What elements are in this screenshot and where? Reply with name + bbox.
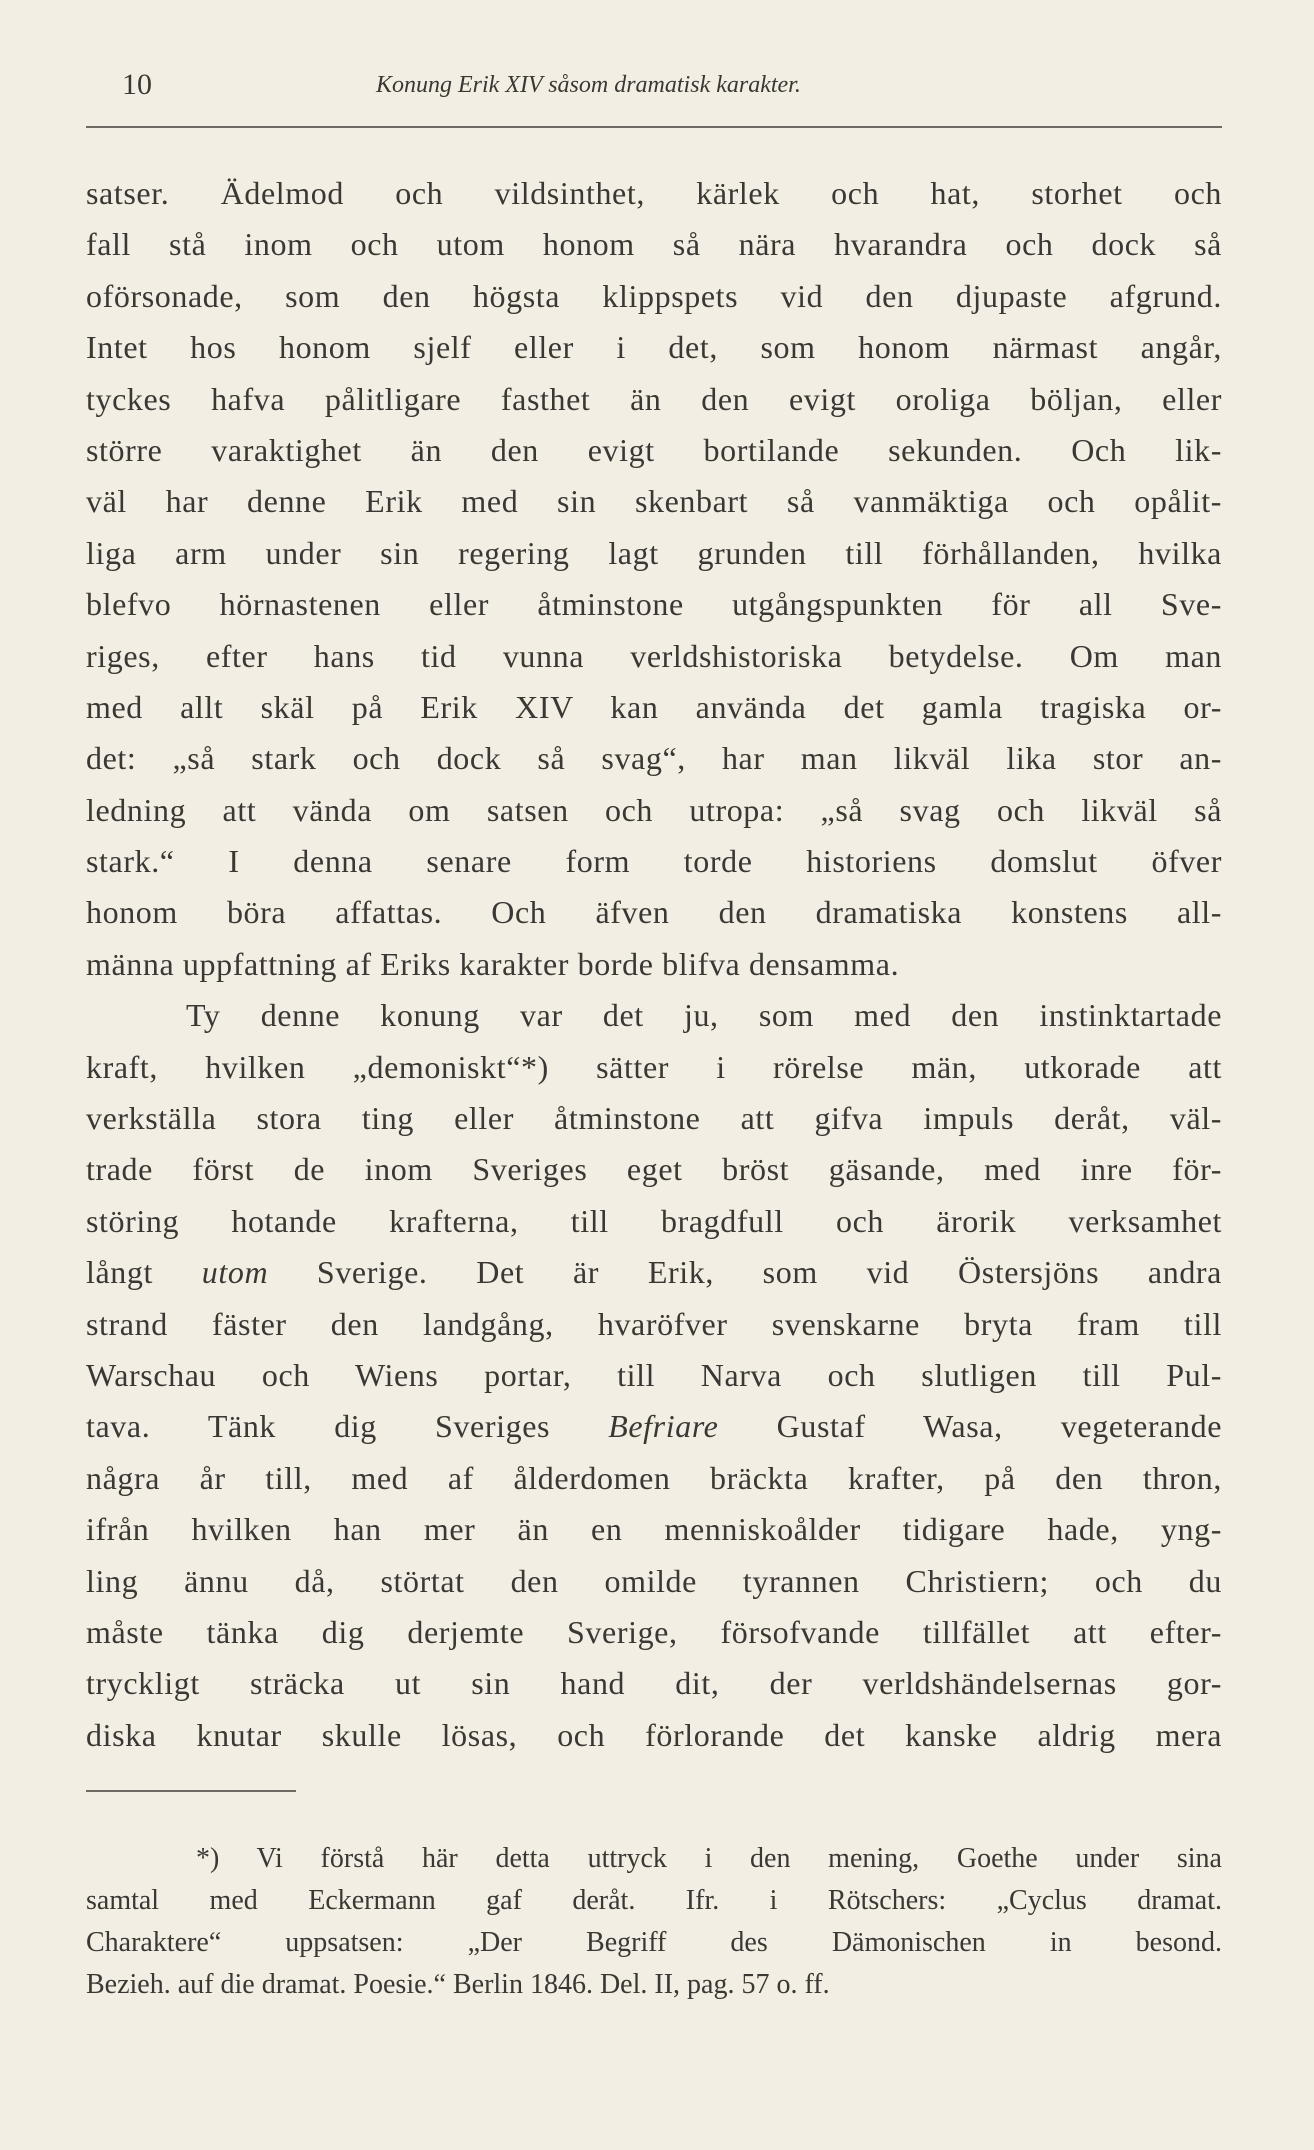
- text-line: satser. Ädelmod och vildsinthet, kärlek och hat, storhet och: [86, 175, 1222, 211]
- text-span: Sverige. Det är Erik, som vid Östersjöns andra: [268, 1254, 1222, 1291]
- text-span: Gustaf Wasa, vegeterande: [718, 1408, 1222, 1445]
- page-number: 10: [122, 68, 152, 101]
- text-line: tyckes hafva pålitligare fasthet än den evigt oroliga böljan, eller: [86, 380, 1222, 417]
- running-title: Konung Erik XIV såsom dramatisk karakter.: [376, 72, 801, 98]
- text-line: blefvo hörnastenen eller åtminstone utgångspunkten för all Sve-: [86, 586, 1222, 623]
- footnote-rule: [86, 1790, 296, 1792]
- text-line: ifrån hvilken han mer än en menniskoålder tidigare hade, yng-: [86, 1511, 1222, 1548]
- text-line: större varaktighet än den evigt bortilande sekunden. Och lik-: [86, 431, 1222, 468]
- text-line: väl har denne Erik med sin skenbart så vanmäktiga och opålit-: [86, 483, 1222, 520]
- text-line: trade först de inom Sveriges eget bröst gäsande, med inre för-: [86, 1151, 1222, 1188]
- text-line: tryckligt sträcka ut sin hand dit, der verldshändelsernas gor-: [86, 1665, 1222, 1702]
- text-line: det: „så stark och dock så svag“, har man likväl lika stor an-: [86, 740, 1222, 777]
- text-line: stark.“ I denna senare form torde historiens domslut öfver: [86, 843, 1222, 880]
- text-span: tava. Tänk dig Sveriges: [86, 1408, 609, 1445]
- text-line: honom böra affattas. Och äfven den dramatiska konstens all-: [86, 894, 1222, 931]
- text-line: Ty denne konung var det ju, som med den instinktartade: [186, 997, 1222, 1034]
- text-span: långt: [86, 1254, 202, 1291]
- text-line: liga arm under sin regering lagt grunden till förhållanden, hvilka: [86, 534, 1222, 571]
- footnote-line: Charaktere“ uppsatsen: „Der Begriff des Dämonischen in besond.: [86, 1927, 1222, 1958]
- italic-emphasis: utom: [201, 1254, 269, 1291]
- text-line: riges, efter hans tid vunna verldshistoriska betydelse. Om man: [86, 637, 1222, 674]
- text-line: strand fäster den landgång, hvaröfver svenskarne bryta fram till: [86, 1305, 1222, 1342]
- text-line: Warschau och Wiens portar, till Narva och slutligen till Pul-: [86, 1356, 1222, 1393]
- text-line: [86, 1401, 1222, 1452]
- text-line: med allt skäl på Erik XIV kan använda det gamla tragiska or-: [86, 688, 1222, 725]
- page-header: [86, 62, 1222, 112]
- text-line: oförsonade, som den högsta klippspets vid den djupaste afgrund.: [86, 277, 1222, 314]
- text-line: männa uppfattning af Eriks karakter borde blifva densamma.: [86, 945, 900, 982]
- footnote-line: *) Vi förstå här detta uttryck i den mening, Goethe under sina: [196, 1843, 1222, 1874]
- footnote-line: Bezieh. auf die dramat. Poesie.“ Berlin 1846. Del. II, pag. 57 o. ff.: [86, 1969, 830, 2000]
- text-line: diska knutar skulle lösas, och förlorande det kanske aldrig mera: [86, 1716, 1222, 1753]
- body-text: [86, 168, 1222, 1761]
- text-line: måste tänka dig derjemte Sverige, försofvande tillfället att efter-: [86, 1613, 1222, 1650]
- text-line: ledning att vända om satsen och utropa: „så svag och likväl så: [86, 791, 1222, 828]
- text-line: kraft, hvilken „demoniskt“*) sätter i rörelse män, utkorade att: [86, 1048, 1222, 1085]
- footnote-line: samtal med Eckermann gaf deråt. Ifr. i Rötschers: „Cyclus dramat.: [86, 1885, 1222, 1916]
- footnote: [86, 1838, 1222, 2006]
- text-line: fall stå inom och utom honom så nära hvarandra och dock så: [86, 226, 1222, 263]
- text-line: störing hotande krafterna, till bragdfull och ärorik verksamhet: [86, 1202, 1222, 1239]
- header-rule: [86, 126, 1222, 128]
- text-line: Intet hos honom sjelf eller i det, som honom närmast angår,: [86, 329, 1222, 366]
- text-line: några år till, med af ålderdomen bräckta krafter, på den thron,: [86, 1459, 1222, 1496]
- italic-emphasis: Befriare: [608, 1408, 719, 1445]
- text-line: verkställa stora ting eller åtminstone att gifva impuls deråt, väl-: [86, 1100, 1222, 1137]
- text-line: ling ännu då, störtat den omilde tyrannen Christiern; och du: [86, 1562, 1222, 1599]
- text-line: [86, 1247, 1222, 1298]
